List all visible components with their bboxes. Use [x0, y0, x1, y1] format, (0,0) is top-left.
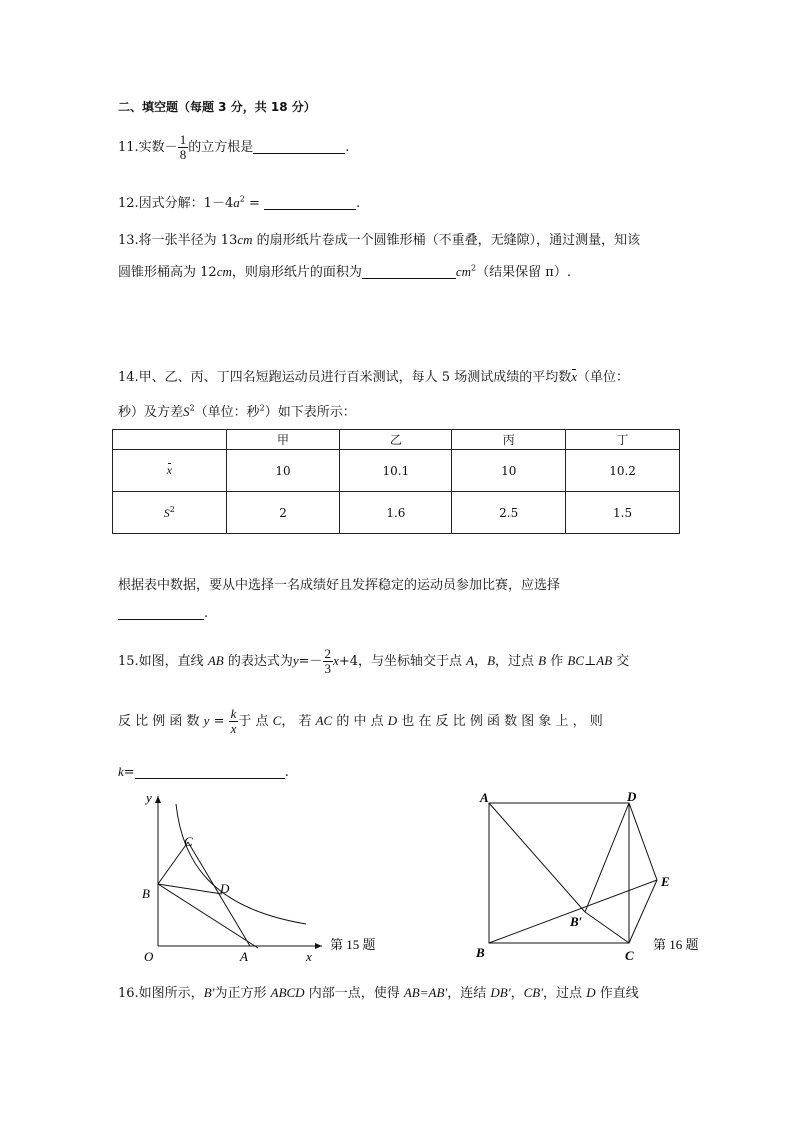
q15-text-b: 的表达式为	[223, 654, 293, 669]
label-16-c: C	[625, 948, 634, 963]
q11-end: .	[345, 140, 350, 155]
q13-text-d: ，则扇形纸片的面积为	[231, 265, 362, 280]
table-cell: 2.5	[452, 492, 566, 534]
q14-unit-exp: 2	[259, 403, 265, 413]
q15-text-j: 的 中 点	[332, 714, 388, 729]
q15-ab2: AB	[596, 653, 613, 668]
label-c: C	[184, 834, 193, 849]
table-header-cell: 丁	[566, 430, 680, 450]
q13-text-e: （结果保留 π）.	[476, 265, 571, 280]
q13-text-c: 圆锥形桶高为 12	[118, 265, 217, 280]
q16-text-f: ，过点	[543, 986, 587, 1001]
table-cell: 10	[452, 450, 566, 492]
table-cell: 1.6	[340, 492, 452, 534]
q12-prefix: 12.因式分解：1－4	[118, 196, 234, 211]
table-header-cell: 乙	[340, 430, 452, 450]
q11-frac-num: 1	[179, 132, 187, 147]
q15-comma: ，	[474, 654, 488, 669]
table-cell: 10.2	[566, 450, 680, 492]
segment-bd	[158, 884, 222, 894]
q14-text-e: ）如下表所示：	[264, 405, 356, 420]
q11-suffix: 的立方根是	[188, 140, 254, 155]
label-16-a: A	[480, 790, 489, 805]
q12-end: .	[355, 196, 361, 211]
q15-text-c: +4，与坐标轴交于点	[338, 654, 467, 669]
table-cell: 10.1	[340, 450, 452, 492]
segment-be	[489, 880, 657, 943]
q16-text-e: ，	[510, 986, 524, 1001]
q16-text-d: ，连结	[447, 986, 491, 1001]
figure-16	[475, 789, 699, 963]
q15-text-f: 交	[612, 654, 630, 669]
caption-16: 第 16 题	[653, 937, 699, 952]
segment-cb-prime	[585, 912, 629, 943]
q15-eq: =－	[298, 654, 323, 669]
q16-eq: AB=AB′	[403, 985, 448, 1000]
q15-point-b: B	[487, 653, 496, 668]
q15-k-den: x	[230, 721, 237, 736]
hyperbola-curve	[176, 804, 306, 924]
label-y: y	[146, 790, 152, 805]
table-cell: 2	[226, 492, 340, 534]
q14-s-var: S	[183, 404, 190, 419]
table-cell: 10	[226, 450, 340, 492]
q15-point-b2: B	[538, 653, 547, 668]
q12-var: a	[233, 195, 240, 210]
q15-frac-num: 2	[324, 646, 332, 661]
q14-text-c: 秒）及方差	[118, 405, 184, 420]
label-b: B	[142, 886, 150, 901]
q15-point-c: C	[272, 713, 282, 728]
q15-point-a: A	[466, 653, 475, 668]
label-d: D	[220, 881, 230, 896]
q15-k-eq: =	[123, 765, 135, 780]
q15-text-i: ， 若	[281, 714, 316, 729]
table-header-cell: 甲	[226, 430, 340, 450]
q15-y2: y	[203, 713, 210, 728]
var-label-exp: 2	[169, 504, 175, 514]
section-title: 二、填空题（每题 3 分，共 18 分）	[118, 100, 316, 114]
segment-de	[629, 803, 657, 880]
mean-label: x	[166, 463, 172, 477]
q16-text-c: 内部一点，使得	[304, 986, 404, 1001]
q16-text-g: 作直线	[595, 986, 639, 1001]
q15-y: y	[292, 653, 299, 668]
q15-frac-den: 3	[324, 661, 332, 676]
q13-unit-1: cm	[237, 232, 253, 247]
q16-text-b: 为正方形	[214, 986, 271, 1001]
q14-text-a: 14.甲、乙、丙、丁四名短跑运动员进行百米测试，每人 5 场测试成绩的平均数	[118, 370, 572, 385]
label-16-d: D	[627, 789, 637, 804]
q14-text-d: （单位：秒	[194, 405, 260, 420]
question-16	[118, 982, 639, 1001]
q15-perp: ⊥	[584, 654, 597, 669]
q13-text-b: 的扇形纸片卷成一个圆锥形桶（不重叠，无缝隙），通过测量，知该	[252, 233, 641, 248]
q14-text-b: （单位：	[577, 370, 630, 385]
line-ab	[158, 884, 258, 948]
q12-exp: 2	[239, 194, 245, 204]
q15-text-a: 15.如图，直线	[118, 654, 208, 669]
q11-prefix: 11.实数－	[118, 140, 178, 155]
q14-xbar: x	[571, 369, 577, 384]
q15-x: x	[333, 653, 339, 668]
q15-ac: AC	[315, 713, 333, 728]
q15-k: k	[118, 764, 124, 779]
segment-ab-prime	[489, 803, 585, 912]
q15-text-d: ，过点	[495, 654, 539, 669]
label-a: A	[240, 949, 248, 964]
q15-ab: AB	[207, 653, 224, 668]
y-axis-arrow-icon	[155, 796, 161, 803]
segment-db-prime	[585, 803, 629, 912]
q15-text-h: 于 点	[238, 714, 273, 729]
q15-k-num: k	[230, 706, 237, 721]
q13-unit-3: cm	[455, 264, 472, 279]
q14-s-exp: 2	[189, 403, 195, 413]
q13-exp: 2	[471, 263, 477, 273]
q15-eq2: =	[209, 714, 229, 729]
q16-b-prime: B′	[203, 985, 215, 1000]
q13-unit-2: cm	[216, 264, 232, 279]
q15-end: .	[284, 765, 289, 780]
q15-text-e: 作	[546, 654, 568, 669]
q16-text-a: 16.如图所示，	[118, 986, 204, 1001]
label-16-b: B	[476, 945, 485, 960]
q11-frac-den: 8	[179, 147, 187, 162]
square-abcd	[489, 803, 629, 943]
q14-end: .	[204, 606, 209, 621]
label-x: x	[306, 949, 312, 964]
q13-text-a: 13.将一张半径为 13	[118, 233, 238, 248]
question-14-after: 根据表中数据，要从中选择一名成绩好且发挥稳定的运动员参加比赛，应选择	[118, 578, 561, 593]
q15-point-d: D	[387, 713, 398, 728]
q15-text-k: 也 在 反 比 例 函 数 图 象 上 ， 则	[397, 714, 603, 729]
label-o: O	[144, 949, 154, 964]
x-axis-arrow-icon	[315, 943, 322, 949]
q15-text-g: 反 比 例 函 数	[118, 714, 204, 729]
q15-bc: BC	[567, 653, 585, 668]
table-cell: 1.5	[566, 492, 680, 534]
caption-15: 第 15 题	[330, 937, 376, 952]
table-header-cell: 丙	[452, 430, 566, 450]
q16-abcd: ABCD	[270, 985, 305, 1000]
q16-cb: CB′	[523, 985, 544, 1000]
q16-d: D	[586, 985, 596, 1000]
var-label: S	[163, 505, 170, 520]
q16-db: DB′	[490, 985, 511, 1000]
q12-eq: =	[244, 196, 264, 211]
label-16-e: E	[661, 874, 670, 889]
label-16-b-prime: B′	[570, 914, 583, 929]
